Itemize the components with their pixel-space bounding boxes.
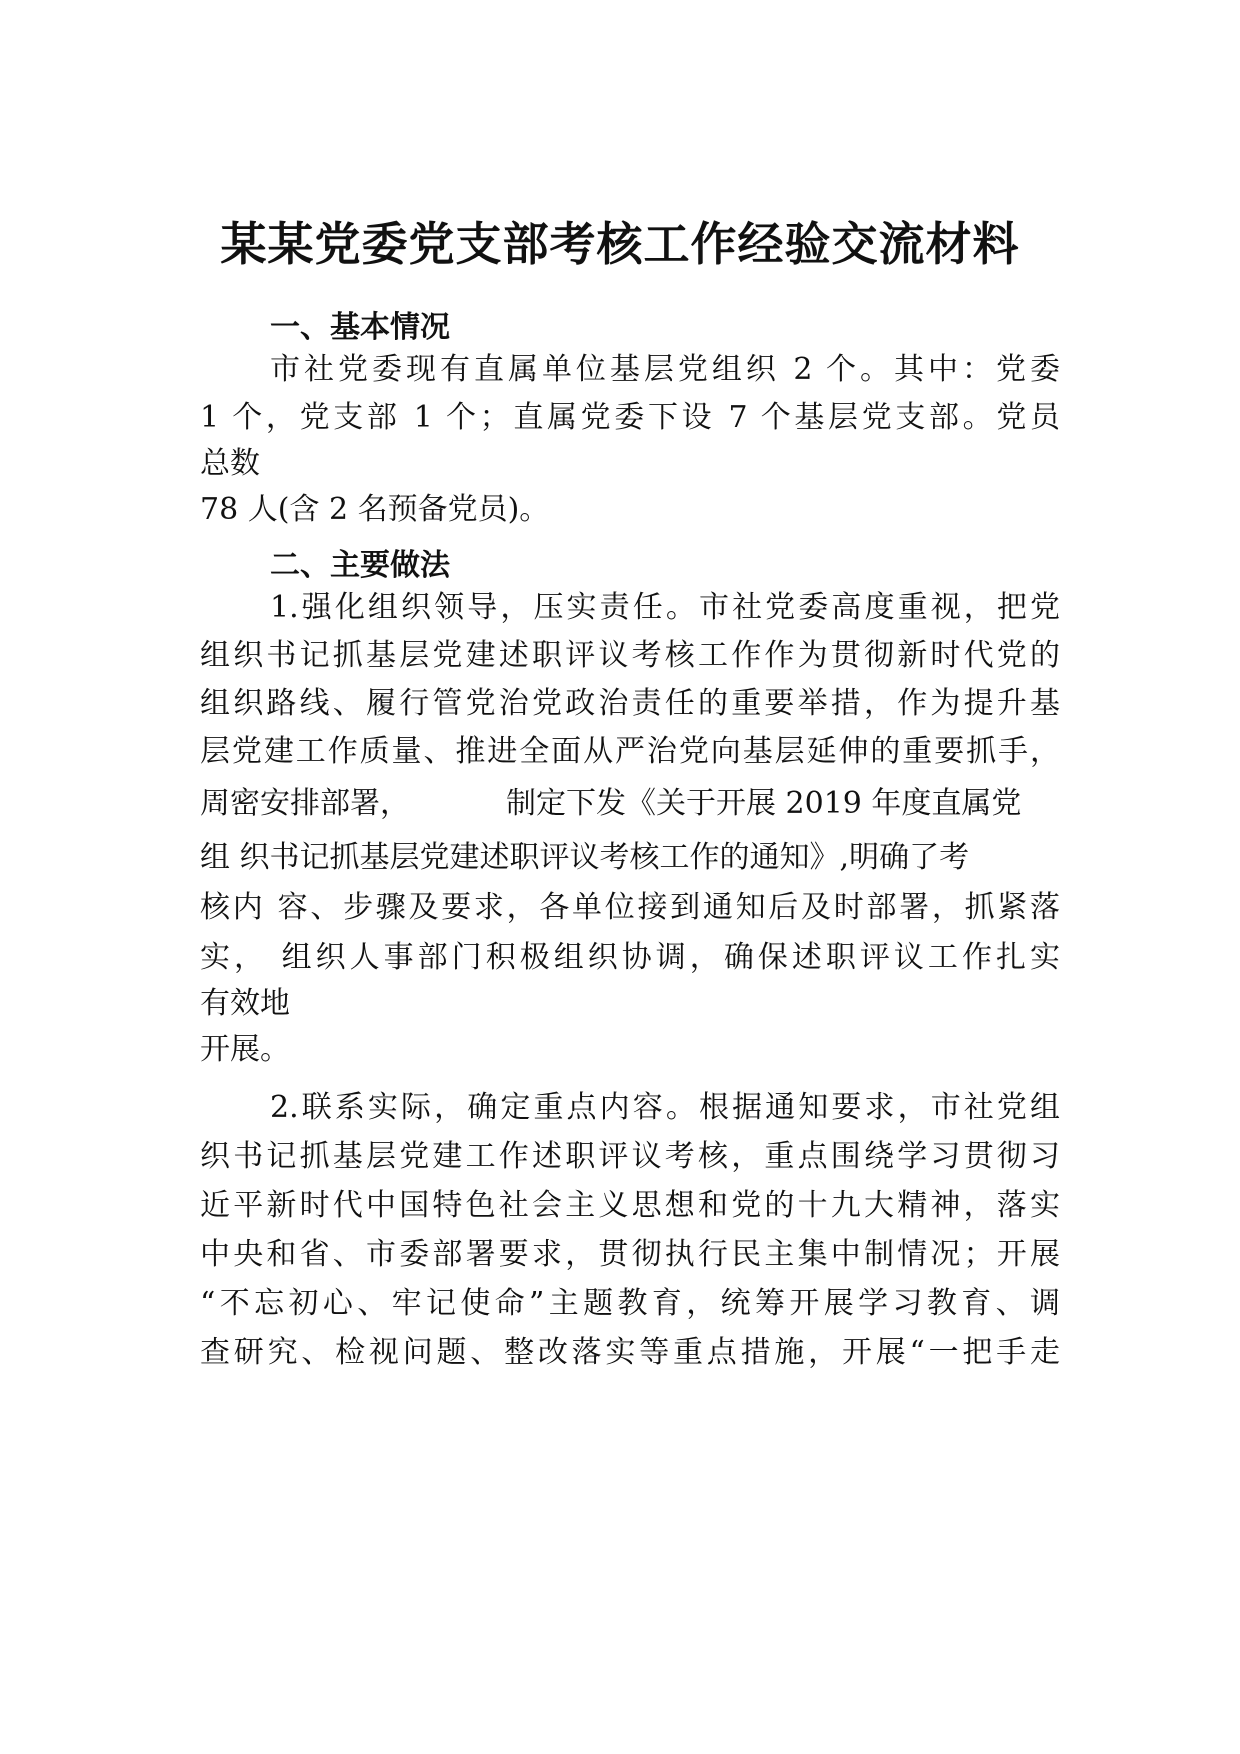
paragraph-line-part: 周密安排部署，: [200, 786, 410, 821]
paragraph-line: 织书记抓基层党建工作述职评议考核，重点围绕学习贯彻习: [200, 1139, 1060, 1174]
paragraph-line: 开展。: [200, 1032, 290, 1067]
paragraph-line: 中央和省、市委部署要求，贯彻执行民主集中制情况；开展: [200, 1237, 1060, 1272]
paragraph-line: 层党建工作质量、推进全面从严治党向基层延伸的重要抓手，: [200, 734, 1060, 769]
paragraph-line: 总数: [200, 446, 260, 481]
paragraph-line: 核内 容、步骤及要求，各单位接到通知后及时部署，抓紧落: [200, 890, 1060, 925]
paragraph-line: 查研究、检视问题、整改落实等重点措施，开展“一把手走: [200, 1335, 1060, 1370]
paragraph-line: 有效地: [200, 986, 290, 1021]
paragraph-line: 市社党委现有直属单位基层党组织 2 个。其中：党委: [270, 352, 1060, 387]
paragraph-line: “不忘初心、牢记使命”主题教育，统筹开展学习教育、调: [200, 1286, 1060, 1321]
section-heading-main-practices: 二、主要做法: [270, 548, 450, 583]
section-heading-basic-situation: 一、基本情况: [270, 310, 450, 345]
paragraph-line-part: 制定下发《关于开展 2019 年度直属党: [506, 786, 1022, 821]
paragraph-line: 组织书记抓基层党建述职评议考核工作作为贯彻新时代党的: [200, 638, 1060, 673]
paragraph-line: 1.强化组织领导，压实责任。市社党委高度重视，把党: [270, 590, 1060, 625]
paragraph-line: 2.联系实际，确定重点内容。根据通知要求，市社党组: [270, 1090, 1060, 1125]
paragraph-line: 组织路线、履行管党治党政治责任的重要举措，作为提升基: [200, 686, 1060, 721]
paragraph-line: 1 个，党支部 1 个；直属党委下设 7 个基层党支部。党员: [200, 400, 1060, 435]
document-title: 某某党委党支部考核工作经验交流材料: [220, 217, 1020, 271]
paragraph-line: 实， 组织人事部门积极组织协调，确保述职评议工作扎实: [200, 940, 1060, 975]
paragraph-line: [200, 784, 1021, 824]
paragraph-line: 近平新时代中国特色社会主义思想和党的十九大精神，落实: [200, 1188, 1060, 1223]
paragraph-line: 组 织书记抓基层党建述职评议考核工作的通知》,明确了考: [200, 840, 970, 875]
paragraph-line: 78 人(含 2 名预备党员)。: [200, 492, 550, 527]
